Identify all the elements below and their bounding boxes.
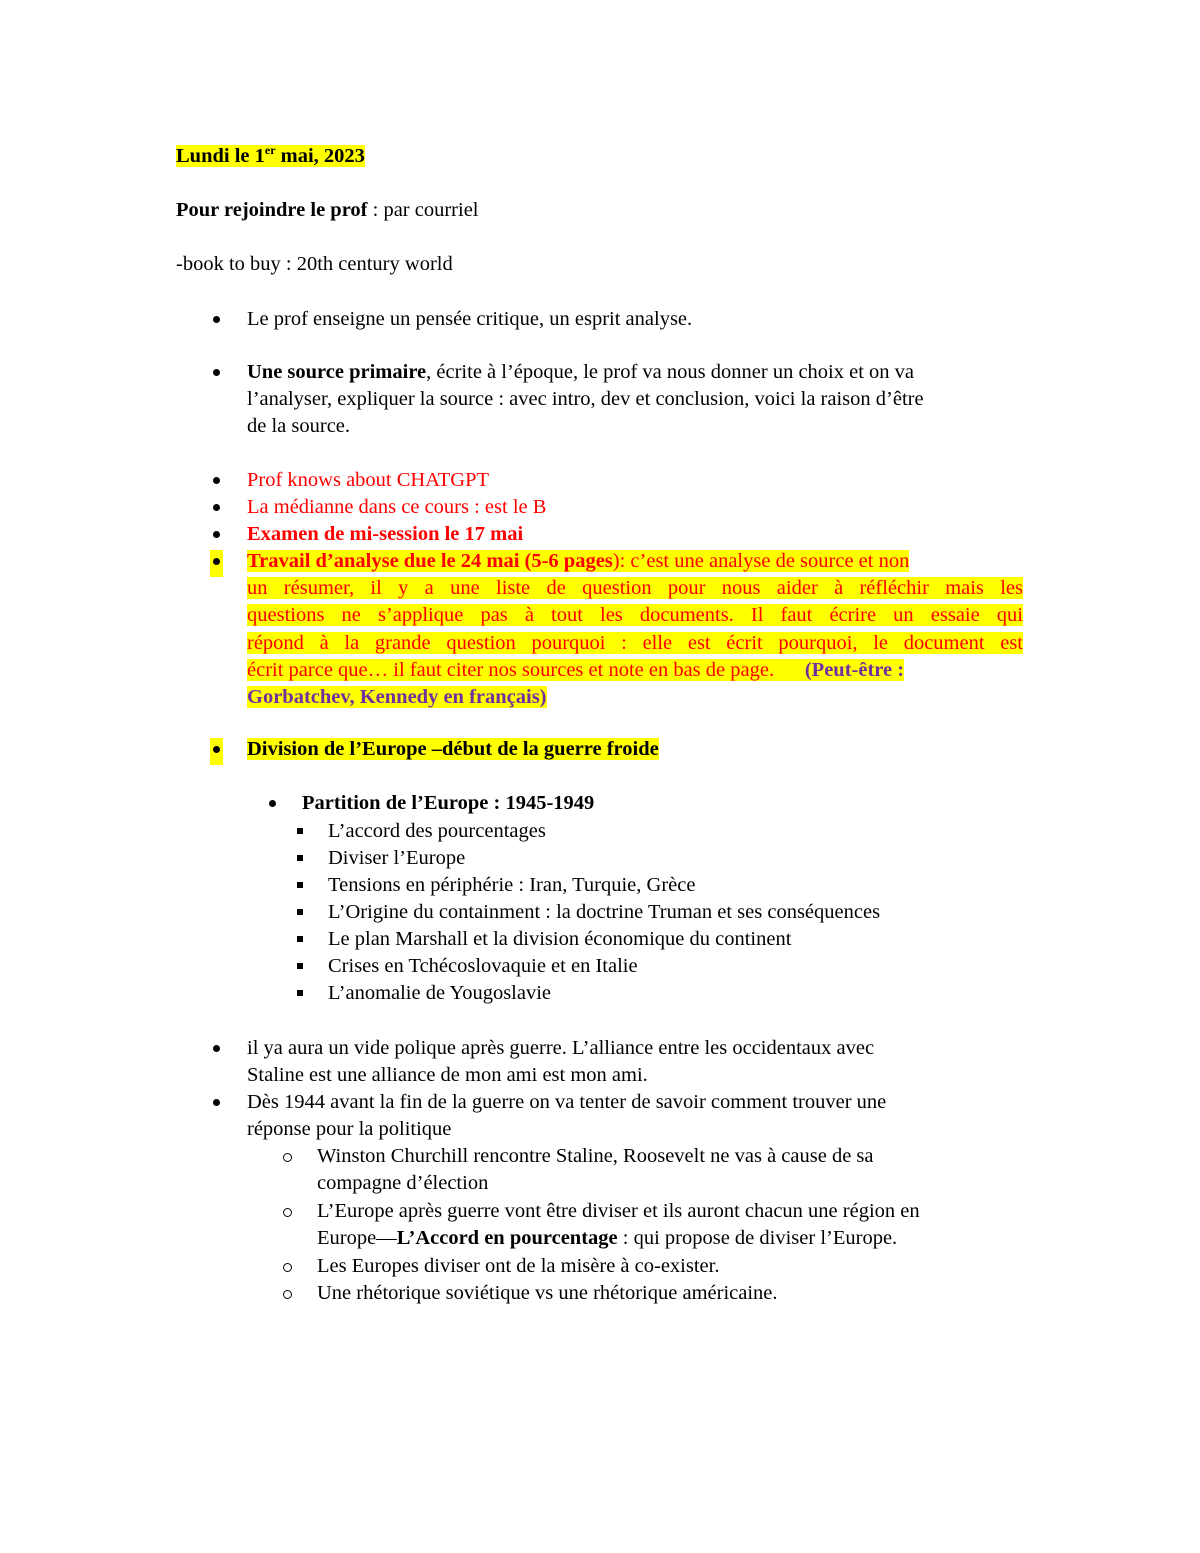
note-1944 — [247, 1089, 886, 1143]
partition-title: Partition de l’Europe : 1945-1949 — [302, 792, 595, 814]
bullet-dot — [213, 477, 220, 484]
square-bullet — [297, 882, 303, 888]
bullet-analysis-work — [247, 548, 1023, 711]
bullet-median: La médianne dans ce cours : est le B — [247, 496, 547, 518]
partition-item: Crises en Tchécoslovaquie et en Italie — [328, 955, 638, 977]
subnote-2-prefix: Europe— — [317, 1227, 397, 1250]
circle-bullet — [283, 1263, 292, 1272]
subnote-1-line-2: compagne d’élection — [317, 1172, 489, 1195]
primary-source-line-2: l’analyser, expliquer la source : avec intro, dev et conclusion, voici la raison d’être — [247, 388, 924, 411]
note-2-line-2: réponse pour la politique — [247, 1118, 452, 1141]
contact-label: Pour rejoindre le prof — [176, 199, 368, 221]
analysis-line-4: répond à la grande question pourquoi : elle est écrit pourquoi, le document est — [247, 631, 1023, 654]
primary-source-label: Une source primaire — [247, 361, 427, 383]
division-title: Division de l’Europe –début de la guerre froide — [247, 738, 659, 760]
bullet-primary-source — [247, 359, 924, 441]
partition-item: Le plan Marshall et la division économique du continent — [328, 928, 792, 950]
bullet-midterm — [247, 521, 523, 548]
bullet-dot — [213, 504, 220, 511]
bullet-dot — [213, 531, 220, 538]
partition-item: Tensions en périphérie : Iran, Turquie, Grèce — [328, 874, 696, 896]
bullet-dot — [213, 1045, 220, 1052]
square-bullet — [297, 990, 303, 996]
note-1-line-1: il ya aura un vide polique après guerre. L’alliance entre les occidentaux avec — [247, 1037, 875, 1059]
subnote-rhetoric: Une rhétorique soviétique vs une rhétorique américaine. — [317, 1282, 778, 1304]
note-2-line-1: Dès 1944 avant la fin de la guerre on va tenter de savoir comment trouver une — [247, 1091, 887, 1113]
bullet-dot — [213, 1099, 220, 1106]
circle-bullet — [283, 1290, 292, 1299]
subnote-2-line-1: L’Europe après guerre vont être diviser et ils auront chacun une région en — [317, 1200, 920, 1222]
analysis-line-3: questions ne s’applique pas à tout les documents. Il faut écrire un essaie qui — [247, 604, 1023, 627]
primary-source-line-3: de la source. — [247, 415, 351, 438]
contact-line — [176, 197, 479, 224]
midterm-text: Examen de mi-session le 17 mai — [247, 523, 524, 545]
analysis-line-2: un résumer, il y a une liste de question pour nous aider à réfléchir mais les — [247, 577, 1023, 600]
square-bullet — [297, 855, 303, 861]
division-heading — [247, 736, 659, 763]
partition-heading — [302, 790, 594, 817]
bullet-dot — [213, 558, 220, 565]
date-superscript: er — [264, 143, 276, 157]
subnote-coexist: Les Europes diviser ont de la misère à co-exister. — [317, 1255, 720, 1277]
partition-item: L’anomalie de Yougoslavie — [328, 982, 552, 1004]
subnote-1-line-1: Winston Churchill rencontre Staline, Roosevelt ne vas à cause de sa — [317, 1145, 874, 1167]
bullet-dot — [213, 316, 220, 323]
book-line: -book to buy : 20th century world — [176, 253, 453, 275]
analysis-due-label: Travail d’analyse due le 24 mai (5-6 pages — [247, 550, 613, 572]
bullet-dot — [213, 746, 220, 753]
date-heading — [176, 143, 365, 170]
bullet-critical-thinking: Le prof enseigne un pensée critique, un esprit analyse. — [247, 308, 693, 330]
square-bullet — [297, 963, 303, 969]
contact-value: : par courriel — [367, 199, 479, 221]
subnote-churchill — [317, 1143, 874, 1197]
note-political-void — [247, 1035, 874, 1089]
maybe-label: (Peut-être : — [804, 658, 905, 681]
square-bullet — [297, 909, 303, 915]
partition-item: L’accord des pourcentages — [328, 820, 546, 842]
subnote-2-suffix: : qui propose de diviser l’Europe. — [617, 1227, 898, 1250]
percentage-agreement: L’Accord en pourcentage — [396, 1227, 618, 1250]
maybe-topics: Gorbatchev, Kennedy en français) — [247, 686, 547, 709]
bullet-dot — [269, 800, 276, 807]
bullet-chatgpt: Prof knows about CHATGPT — [247, 469, 490, 491]
partition-item: Diviser l’Europe — [328, 847, 466, 869]
note-1-line-2: Staline est une alliance de mon ami est mon ami. — [247, 1064, 648, 1087]
circle-bullet — [283, 1153, 292, 1162]
date-text-end: mai, 2023 — [275, 145, 365, 167]
bullet-dot — [213, 369, 220, 376]
primary-source-line-1: , écrite à l’époque, le prof va nous donner un choix et on va — [426, 361, 915, 383]
square-bullet — [297, 828, 303, 834]
analysis-line-1: ): c’est une analyse de source et non — [612, 550, 910, 572]
analysis-line-5: écrit parce que… il faut citer nos sources et note en bas de page. — [247, 658, 775, 681]
date-text: Lundi le 1 — [176, 145, 265, 167]
circle-bullet — [283, 1208, 292, 1217]
square-bullet — [297, 936, 303, 942]
subnote-postwar-europe — [317, 1198, 920, 1252]
partition-item: L’Origine du containment : la doctrine Truman et ses conséquences — [328, 901, 881, 923]
